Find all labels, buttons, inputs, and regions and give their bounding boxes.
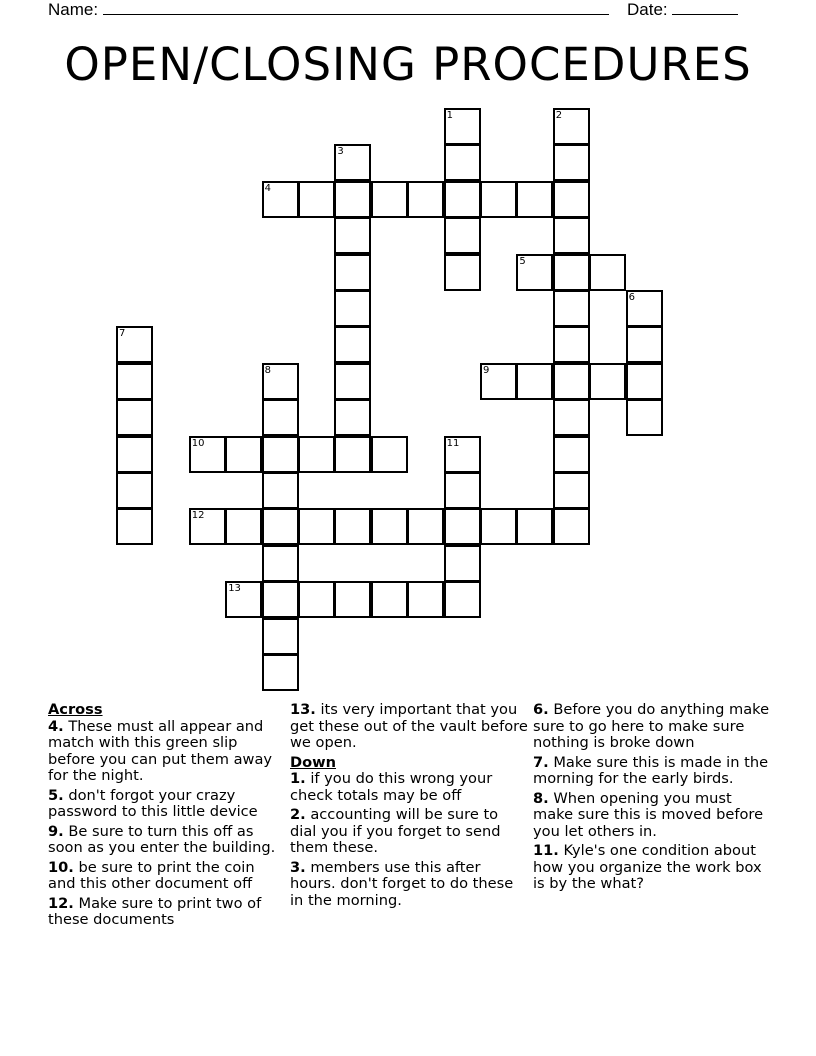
grid-cell[interactable] [334,436,371,473]
grid-cell[interactable] [334,363,371,400]
grid-cell[interactable] [626,399,663,436]
clue-text: Make sure to print two of these documents [48,894,262,928]
grid-cell[interactable] [334,181,371,218]
cell-number: 7 [119,328,126,340]
grid-cell[interactable] [334,581,371,618]
grid-cell[interactable] [626,326,663,363]
grid-cell[interactable] [553,363,590,400]
clue-down-1 [290,771,528,804]
cell-number: 8 [264,364,271,376]
clue-across-9 [48,824,286,857]
clue-number: 10. [48,858,74,876]
across-heading: Across [48,701,103,718]
grid-cell[interactable] [262,545,299,582]
clue-across-12 [48,896,286,929]
cell-number: 4 [264,182,271,194]
clue-number: 4. [48,717,64,735]
clue-down-8 [533,791,771,841]
grid-cell[interactable] [444,581,481,618]
grid-cell[interactable] [334,144,371,181]
cell-number: 10 [191,437,205,449]
grid-cell[interactable] [553,108,590,145]
clue-down-6 [533,702,771,752]
grid-cell[interactable] [116,436,153,473]
grid-cell[interactable] [371,436,408,473]
grid-cell[interactable] [225,436,262,473]
clue-text: if you do this wrong your check totals may be off [290,770,493,804]
clue-across-13 [290,702,528,752]
clue-number: 5. [48,786,64,804]
grid-cell[interactable] [262,581,299,618]
grid-cell[interactable] [116,326,153,363]
grid-cell[interactable] [298,181,335,218]
grid-cell[interactable] [444,254,481,291]
clue-text: members use this after hours. don't forget to do these in the morning. [290,858,514,909]
clues-column-3 [533,702,771,896]
clue-across-10 [48,860,286,893]
clue-number: 13. [290,701,316,718]
clues-column-1 [48,702,286,932]
clue-text: its very important that you get these out of the vault before we open. [290,701,528,751]
clue-text: Be sure to turn this off as soon as you enter the building. [48,822,276,856]
cell-number: 6 [628,292,635,303]
grid-cell[interactable] [589,254,626,291]
grid-cell[interactable] [116,363,153,400]
grid-cell[interactable] [553,326,590,363]
grid-cell[interactable] [116,508,153,545]
clue-number: 12. [48,894,74,912]
clue-number: 6. [533,701,549,718]
grid-cell[interactable] [516,181,553,218]
grid-cell[interactable] [334,254,371,291]
cell-number: 1 [446,110,453,121]
clue-number: 2. [290,806,306,823]
clue-number: 3. [290,858,306,876]
grid-cell[interactable] [371,508,408,545]
down-heading: Down [290,753,337,771]
grid-cell[interactable] [516,363,553,400]
grid-cell[interactable] [444,545,481,582]
clue-down-2 [290,807,528,857]
clue-text: When opening you must make sure this is moved before you let others in. [533,789,764,840]
grid-cell[interactable] [371,181,408,218]
grid-cell[interactable] [553,290,590,327]
grid-cell[interactable] [444,508,481,545]
grid-cell[interactable] [334,326,371,363]
grid-cell[interactable] [480,181,517,218]
grid-cell[interactable] [444,217,481,254]
cell-number: 13 [228,583,241,595]
grid-cell[interactable] [553,217,590,254]
grid-cell[interactable] [553,472,590,509]
clue-text: Before you do anything make sure to go here to make sure nothing is broke down [533,701,770,751]
grid-cell[interactable] [334,399,371,436]
grid-cell[interactable] [225,581,262,618]
clue-number: 7. [533,753,549,771]
grid-cell[interactable] [480,363,517,400]
cell-number: 11 [446,437,460,449]
grid-cell[interactable] [334,290,371,327]
grid-cell[interactable] [262,654,299,691]
grid-cell[interactable] [262,181,299,218]
grid-cell[interactable] [189,436,226,473]
grid-cell[interactable] [225,508,262,545]
grid-cell[interactable] [298,436,335,473]
grid-cell[interactable] [553,399,590,436]
grid-cell[interactable] [626,290,663,327]
cell-number: 3 [337,146,344,158]
clue-text: These must all appear and match with this green slip before you can put them away for the night. [48,717,273,784]
clue-across-5 [48,788,286,821]
clue-number: 9. [48,822,64,840]
grid-cell[interactable] [262,436,299,473]
grid-cell[interactable] [189,508,226,545]
grid-cell[interactable] [553,254,590,291]
clue-text: Kyle's one condition about how you organize the work box is by the what? [533,842,762,892]
clue-down-7 [533,755,771,788]
grid-cell[interactable] [262,363,299,400]
grid-cell[interactable] [116,399,153,436]
clue-text: accounting will be sure to dial you if you forget to send them these. [290,806,501,856]
clue-down-11 [533,843,771,893]
cell-number: 2 [555,110,563,121]
clue-number: 1. [290,770,306,787]
grid-cell[interactable] [553,436,590,473]
grid-cell[interactable] [553,181,590,218]
page-title: OPEN/CLOSING PROCEDURES [64,38,752,91]
grid-cell[interactable] [516,508,553,545]
grid-cell[interactable] [262,508,299,545]
date-label: Date: [627,0,668,19]
grid-cell[interactable] [553,508,590,545]
grid-cell[interactable] [444,436,481,473]
grid-cell[interactable] [334,508,371,545]
clue-number: 8. [533,789,549,807]
grid-cell[interactable] [444,472,481,509]
grid-cell[interactable] [407,508,444,545]
clue-across-4 [48,719,286,785]
cell-number: 5 [519,255,526,267]
grid-cell[interactable] [334,217,371,254]
clue-text: Make sure this is made in the morning for the early birds. [533,753,769,787]
grid-cell[interactable] [444,144,481,181]
grid-cell[interactable] [553,144,590,181]
grid-cell[interactable] [298,581,335,618]
grid-cell[interactable] [444,108,481,145]
grid-cell[interactable] [371,581,408,618]
grid-cell[interactable] [262,618,299,655]
grid-cell[interactable] [407,581,444,618]
grid-cell[interactable] [298,508,335,545]
grid-cell[interactable] [407,181,444,218]
clues-column-2 [290,702,528,912]
grid-cell[interactable] [262,472,299,509]
grid-cell[interactable] [516,254,553,291]
clue-text: be sure to print the coin and this other document off [48,858,255,892]
clue-number: 11. [533,842,559,859]
grid-cell[interactable] [589,363,626,400]
grid-cell[interactable] [116,472,153,509]
clue-down-3 [290,860,528,910]
cell-number: 9 [483,364,490,376]
name-label: Name: [48,0,99,19]
grid-cell[interactable] [444,181,481,218]
cell-number: 12 [191,510,205,522]
grid-cell[interactable] [262,399,299,436]
clue-text: don't forgot your crazy password to this little device [48,786,258,820]
grid-cell[interactable] [480,508,517,545]
grid-cell[interactable] [626,363,663,400]
